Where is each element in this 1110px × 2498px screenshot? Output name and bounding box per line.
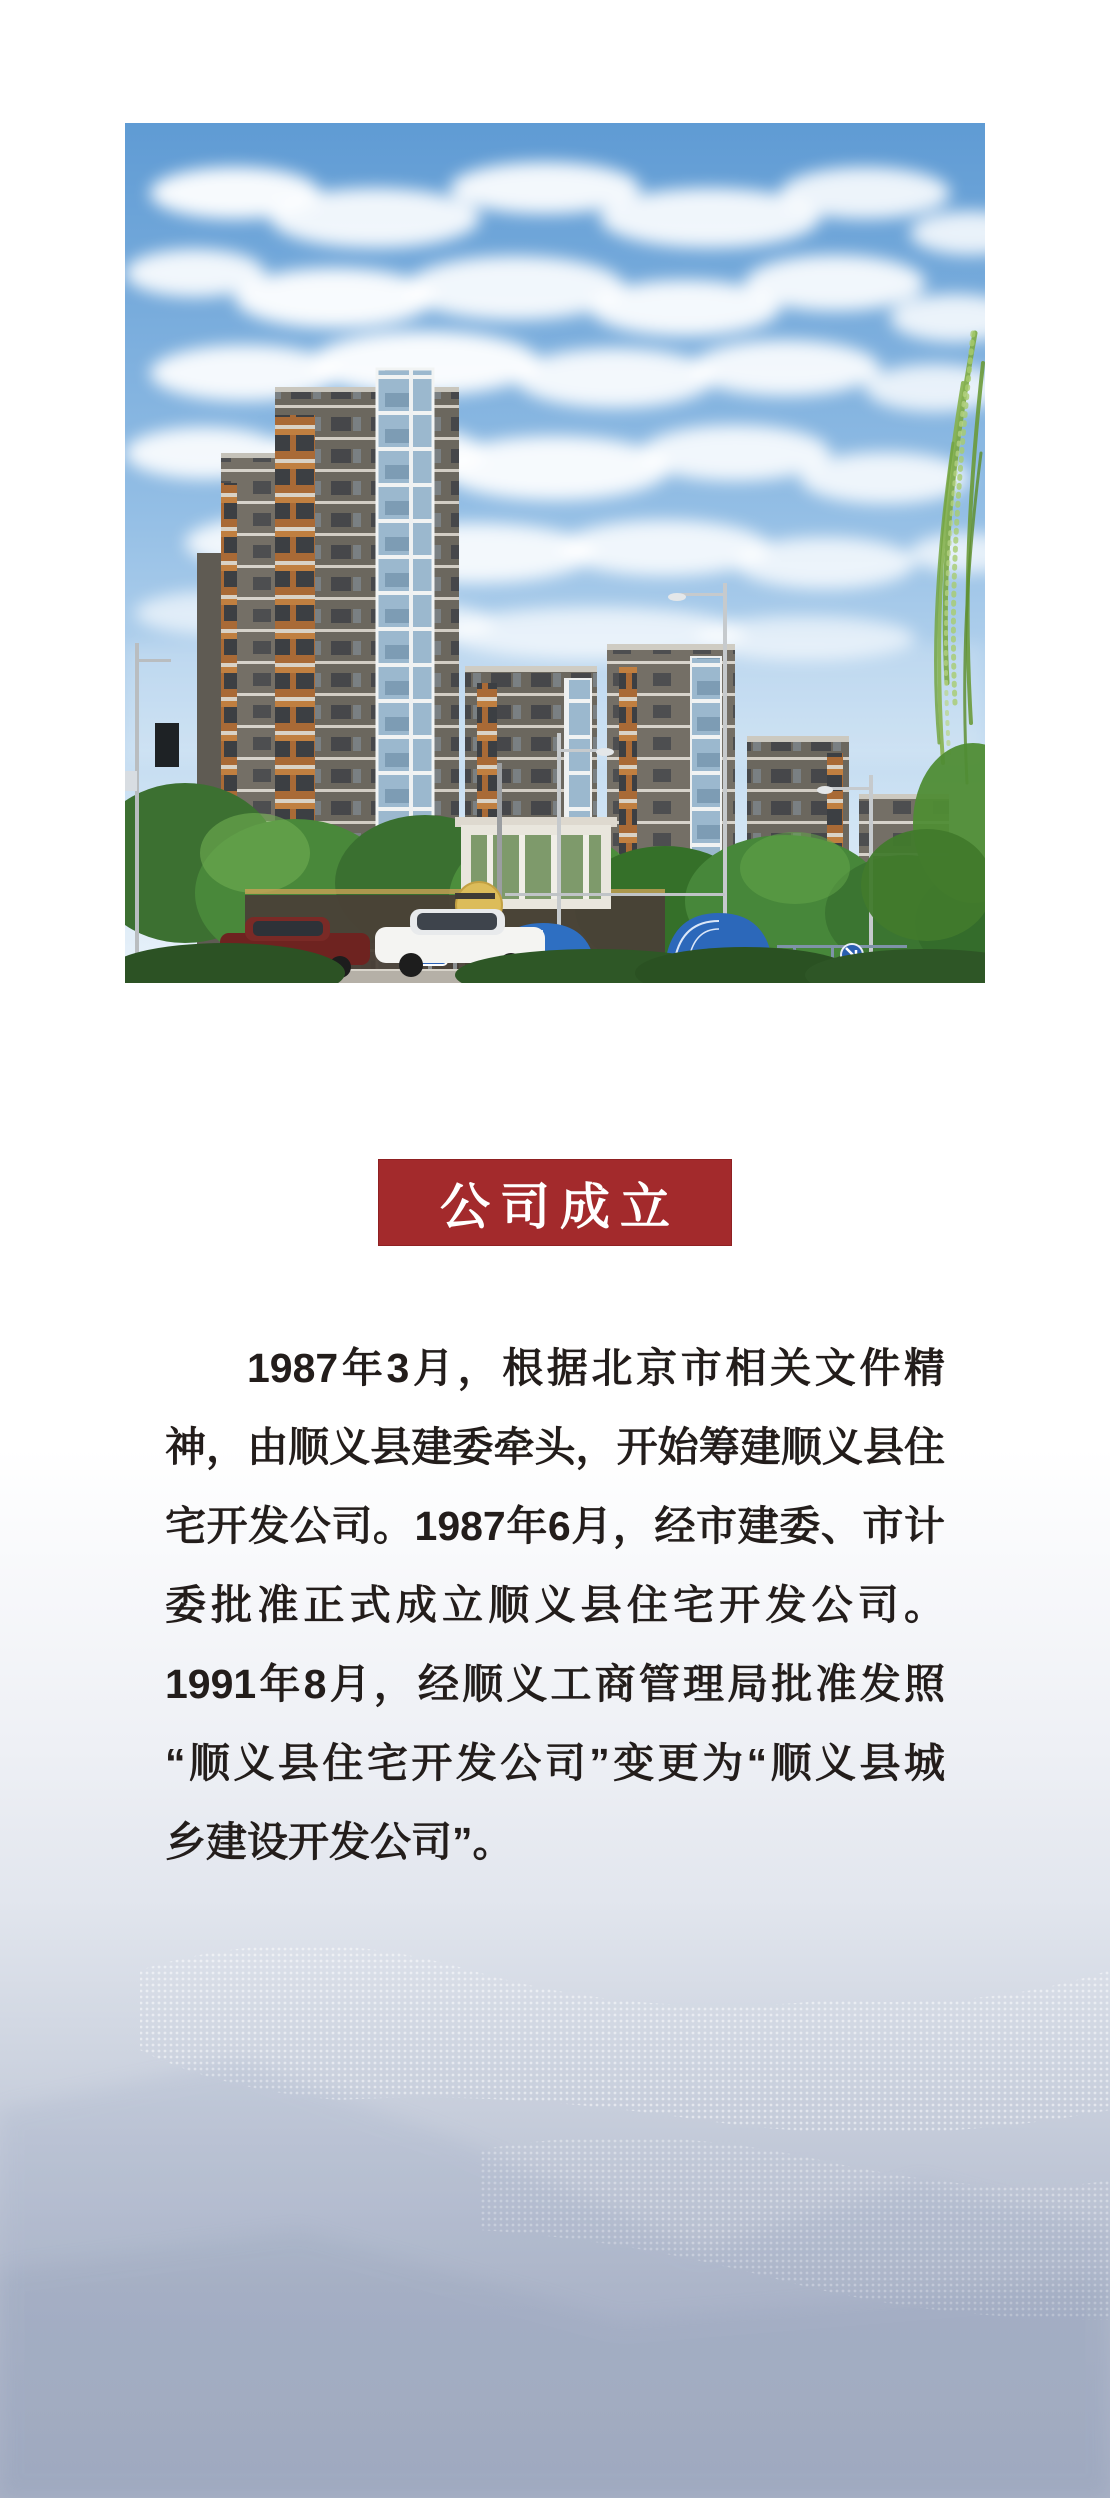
paragraph-line-1: 1987年3月，根据北京市相关文件精 (247, 1345, 945, 1391)
section-title: 公司成立 (440, 1178, 680, 1235)
halftone-mist-art (0, 1850, 1110, 2498)
paragraph-line-2: 神，由顺义县建委牵头，开始筹建顺义县住 (165, 1424, 945, 1470)
paragraph-line-3: 宅开发公司。1987年6月，经市建委、市计 (165, 1503, 945, 1549)
article-paragraph (165, 1329, 945, 1882)
bottom-gradient-art (0, 1850, 1110, 2498)
paragraph-line-7: 乡建设开发公司”。 (165, 1819, 514, 1865)
mountain-silhouette-2 (0, 2230, 1110, 2498)
residential-buildings-photo (125, 123, 985, 983)
paragraph-line-4: 委批准正式成立顺义县住宅开发公司。 (165, 1582, 945, 1628)
paragraph-line-5: 1991年8月，经顺义工商管理局批准发照 (165, 1661, 945, 1707)
halftone-cloud-band (140, 1945, 1110, 2133)
photo-canvas (125, 123, 985, 983)
halftone-cloud-band-2 (480, 2137, 1110, 2320)
paragraph-line-6: “顺义县住宅开发公司”变更为“顺义县城 (165, 1740, 945, 1786)
section-title-banner (378, 1159, 732, 1246)
mountain-silhouette (0, 2060, 1110, 2498)
